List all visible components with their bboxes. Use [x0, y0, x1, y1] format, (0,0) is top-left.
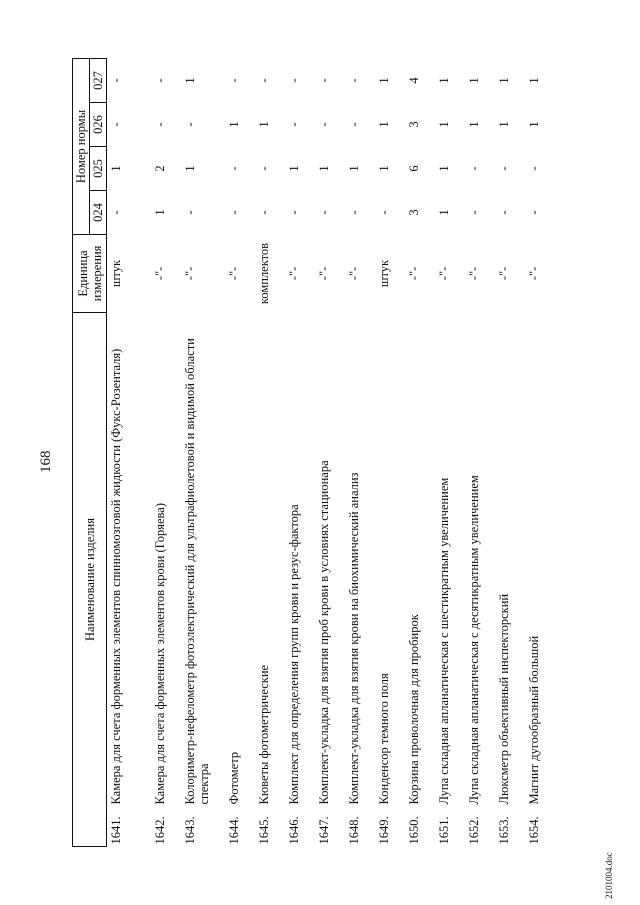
row-unit: -"- — [436, 266, 451, 281]
table-row — [405, 59, 435, 847]
document-filename: 2101004.doc — [604, 852, 614, 899]
row-norm-value: 1 — [182, 165, 197, 172]
row-norm-value: - — [226, 166, 241, 171]
row-norm-value: - — [256, 78, 271, 83]
row-norm-value: - — [286, 78, 301, 83]
row-number: 1652. — [466, 816, 481, 845]
table-row — [225, 59, 255, 847]
row-norm-value: 1 — [346, 165, 361, 172]
row-item-name: Кюветы фотометрические — [256, 664, 271, 805]
row-norm-value: 1 — [526, 77, 541, 84]
row-item-name: Лупа складная апланатическая с десятикратным увеличением — [466, 475, 481, 805]
row-norm-value: 1 — [376, 121, 391, 128]
row-unit: -"- — [466, 266, 481, 281]
row-norm-value: - — [182, 210, 197, 215]
table-row — [495, 59, 525, 847]
table-row — [181, 59, 225, 847]
row-norm-value: - — [526, 166, 541, 171]
row-norm-value: 1 — [226, 121, 241, 128]
row-norm-value: - — [316, 78, 331, 83]
row-number: 1647. — [316, 816, 331, 845]
table-row — [345, 59, 375, 847]
row-number: 1644. — [226, 816, 241, 845]
row-norm-value: - — [256, 166, 271, 171]
row-norm-value: - — [182, 122, 197, 127]
row-norm-value: 1 — [436, 121, 451, 128]
row-unit: -"- — [316, 266, 331, 281]
row-unit: комплектов — [256, 242, 271, 305]
row-norm-value: 1 — [496, 121, 511, 128]
row-item-name: Камера для счета форменных элементов спинномозговой жидкости (Фукс-Розенталя) — [109, 348, 123, 805]
table-row — [255, 59, 285, 847]
row-unit: -"- — [496, 266, 511, 281]
row-norm-value: 6 — [406, 165, 421, 172]
row-norm-value: - — [316, 122, 331, 127]
header-unit: Единица измерения — [73, 235, 107, 313]
row-norm-value: - — [526, 210, 541, 215]
row-norm-value: - — [346, 78, 361, 83]
row-norm-value: - — [466, 210, 481, 215]
row-number: 1641. — [109, 816, 123, 845]
table-row — [435, 59, 465, 847]
table-row — [525, 59, 555, 847]
row-unit: -"- — [346, 266, 361, 281]
table-row — [107, 59, 151, 847]
row-norm-value: - — [496, 166, 511, 171]
row-item-name: Магнит дугообразный большой — [526, 635, 541, 805]
row-norm-value: 1 — [376, 165, 391, 172]
table-row — [465, 59, 495, 847]
header-col-027: 027 — [90, 59, 107, 103]
row-number: 1650. — [406, 816, 421, 845]
header-norm-group: Номер нормы — [73, 59, 90, 235]
row-item-name: Комплект-укладка для взятия крови на биохимический анализ — [346, 472, 361, 805]
header-col-025: 025 — [90, 147, 107, 191]
table-row — [285, 59, 315, 847]
row-unit: -"- — [286, 266, 301, 281]
row-number: 1653. — [496, 816, 511, 845]
row-item-name: Комплект для определения групп крови и резус-фактора — [286, 504, 301, 805]
row-norm-value: - — [316, 210, 331, 215]
row-norm-value: 3 — [406, 121, 421, 128]
row-norm-value: - — [286, 210, 301, 215]
row-norm-value: - — [109, 122, 123, 127]
header-name: Наименование изделия — [73, 313, 107, 847]
row-number: 1654. — [526, 816, 541, 845]
row-norm-value: 1 — [182, 77, 197, 84]
row-norm-value: 4 — [406, 77, 421, 84]
row-unit: штук — [376, 259, 391, 288]
row-unit: -"- — [182, 266, 197, 281]
table-body — [107, 59, 555, 847]
table-row — [315, 59, 345, 847]
row-norm-value: 1 — [466, 121, 481, 128]
row-norm-value: 1 — [496, 77, 511, 84]
table-row — [375, 59, 405, 847]
row-norm-value: - — [226, 78, 241, 83]
row-norm-value: 1 — [316, 165, 331, 172]
row-norm-value: - — [346, 210, 361, 215]
row-norm-value: - — [346, 122, 361, 127]
row-norm-value: 2 — [152, 165, 167, 172]
row-norm-value: 1 — [256, 121, 271, 128]
row-norm-value: - — [496, 210, 511, 215]
row-item-name: Фотометр — [226, 751, 241, 805]
page-number: 168 — [38, 450, 54, 473]
row-item-name: Лупа складная апланатическая с шестикратным увеличением — [436, 477, 451, 805]
header-col-026: 026 — [90, 103, 107, 147]
row-norm-value: - — [466, 166, 481, 171]
row-norm-value: 1 — [152, 209, 167, 216]
row-unit: -"- — [152, 266, 167, 281]
row-number: 1646. — [286, 816, 301, 845]
row-item-name: Корзина проволочная для пробирок — [406, 614, 421, 805]
equipment-table — [72, 58, 555, 847]
row-norm-value: - — [109, 210, 123, 215]
row-item-name: Конденсор темного поля — [376, 673, 391, 805]
row-number: 1648. — [346, 816, 361, 845]
row-item-name: Комплект-укладка для взятия проб крови в условиях стационара — [316, 460, 331, 805]
row-norm-value: - — [376, 210, 391, 215]
row-item-name: Камера для счета форменных элементов крови (Горяева) — [152, 503, 167, 805]
row-norm-value: 3 — [406, 209, 421, 216]
row-norm-value: - — [226, 210, 241, 215]
table-row — [151, 59, 181, 847]
row-norm-value: 1 — [436, 209, 451, 216]
row-norm-value: - — [109, 78, 123, 83]
row-norm-value: 1 — [436, 165, 451, 172]
row-norm-value: - — [286, 122, 301, 127]
row-norm-value: 1 — [286, 165, 301, 172]
row-norm-value: 1 — [466, 77, 481, 84]
row-norm-value: 1 — [436, 77, 451, 84]
row-unit: -"- — [526, 266, 541, 281]
row-norm-value: 1 — [526, 121, 541, 128]
row-number: 1651. — [436, 816, 451, 845]
row-norm-value: 1 — [376, 77, 391, 84]
row-unit: -"- — [406, 266, 421, 281]
row-norm-value: - — [256, 210, 271, 215]
row-number: 1643. — [182, 816, 197, 845]
row-norm-value: 1 — [109, 165, 123, 172]
row-number: 1642. — [152, 816, 167, 845]
row-number: 1645. — [256, 816, 271, 845]
row-unit: штук — [109, 259, 123, 288]
row-unit: -"- — [226, 266, 241, 281]
row-item-name: Колориметр-нефелометр фотоэлектрический для ультрафиолетовой и видимой области спектра — [182, 338, 211, 805]
row-norm-value: - — [152, 122, 167, 127]
row-item-name: Люксметр объективный инспекторский — [496, 593, 511, 805]
row-number: 1649. — [376, 816, 391, 845]
row-norm-value: - — [152, 78, 167, 83]
header-col-024: 024 — [90, 191, 107, 235]
